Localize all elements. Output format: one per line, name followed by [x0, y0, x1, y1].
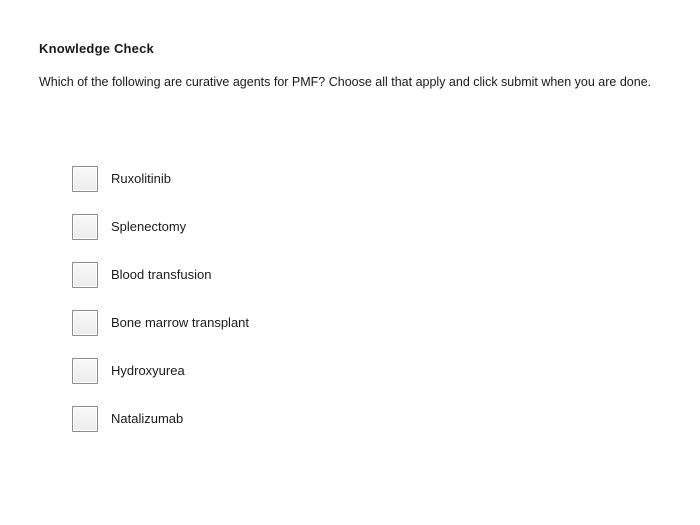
- option-label: Hydroxyurea: [111, 362, 185, 378]
- option-blood-transfusion[interactable]: [72, 261, 472, 289]
- option-label: Splenectomy: [111, 218, 187, 234]
- option-label: Natalizumab: [111, 410, 184, 426]
- option-hydroxyurea[interactable]: [72, 357, 472, 385]
- checkbox[interactable]: [72, 214, 98, 240]
- checkbox[interactable]: [72, 358, 98, 384]
- option-ruxolitinib[interactable]: [72, 165, 472, 193]
- option-label: Ruxolitinib: [111, 170, 171, 186]
- question-text: Which of the following are curative agents for PMF? Choose all that apply and click submit when you are done.: [39, 75, 652, 89]
- checkbox[interactable]: [72, 262, 98, 288]
- checkbox[interactable]: [72, 166, 98, 192]
- option-splenectomy[interactable]: [72, 213, 472, 241]
- checkbox[interactable]: [72, 406, 98, 432]
- option-label: Bone marrow transplant: [111, 314, 250, 330]
- option-label: Blood transfusion: [111, 266, 212, 282]
- answer-options: [72, 165, 472, 453]
- option-bone-marrow-transplant[interactable]: [72, 309, 472, 337]
- page-title: Knowledge Check: [39, 41, 154, 56]
- option-natalizumab[interactable]: [72, 405, 472, 433]
- checkbox[interactable]: [72, 310, 98, 336]
